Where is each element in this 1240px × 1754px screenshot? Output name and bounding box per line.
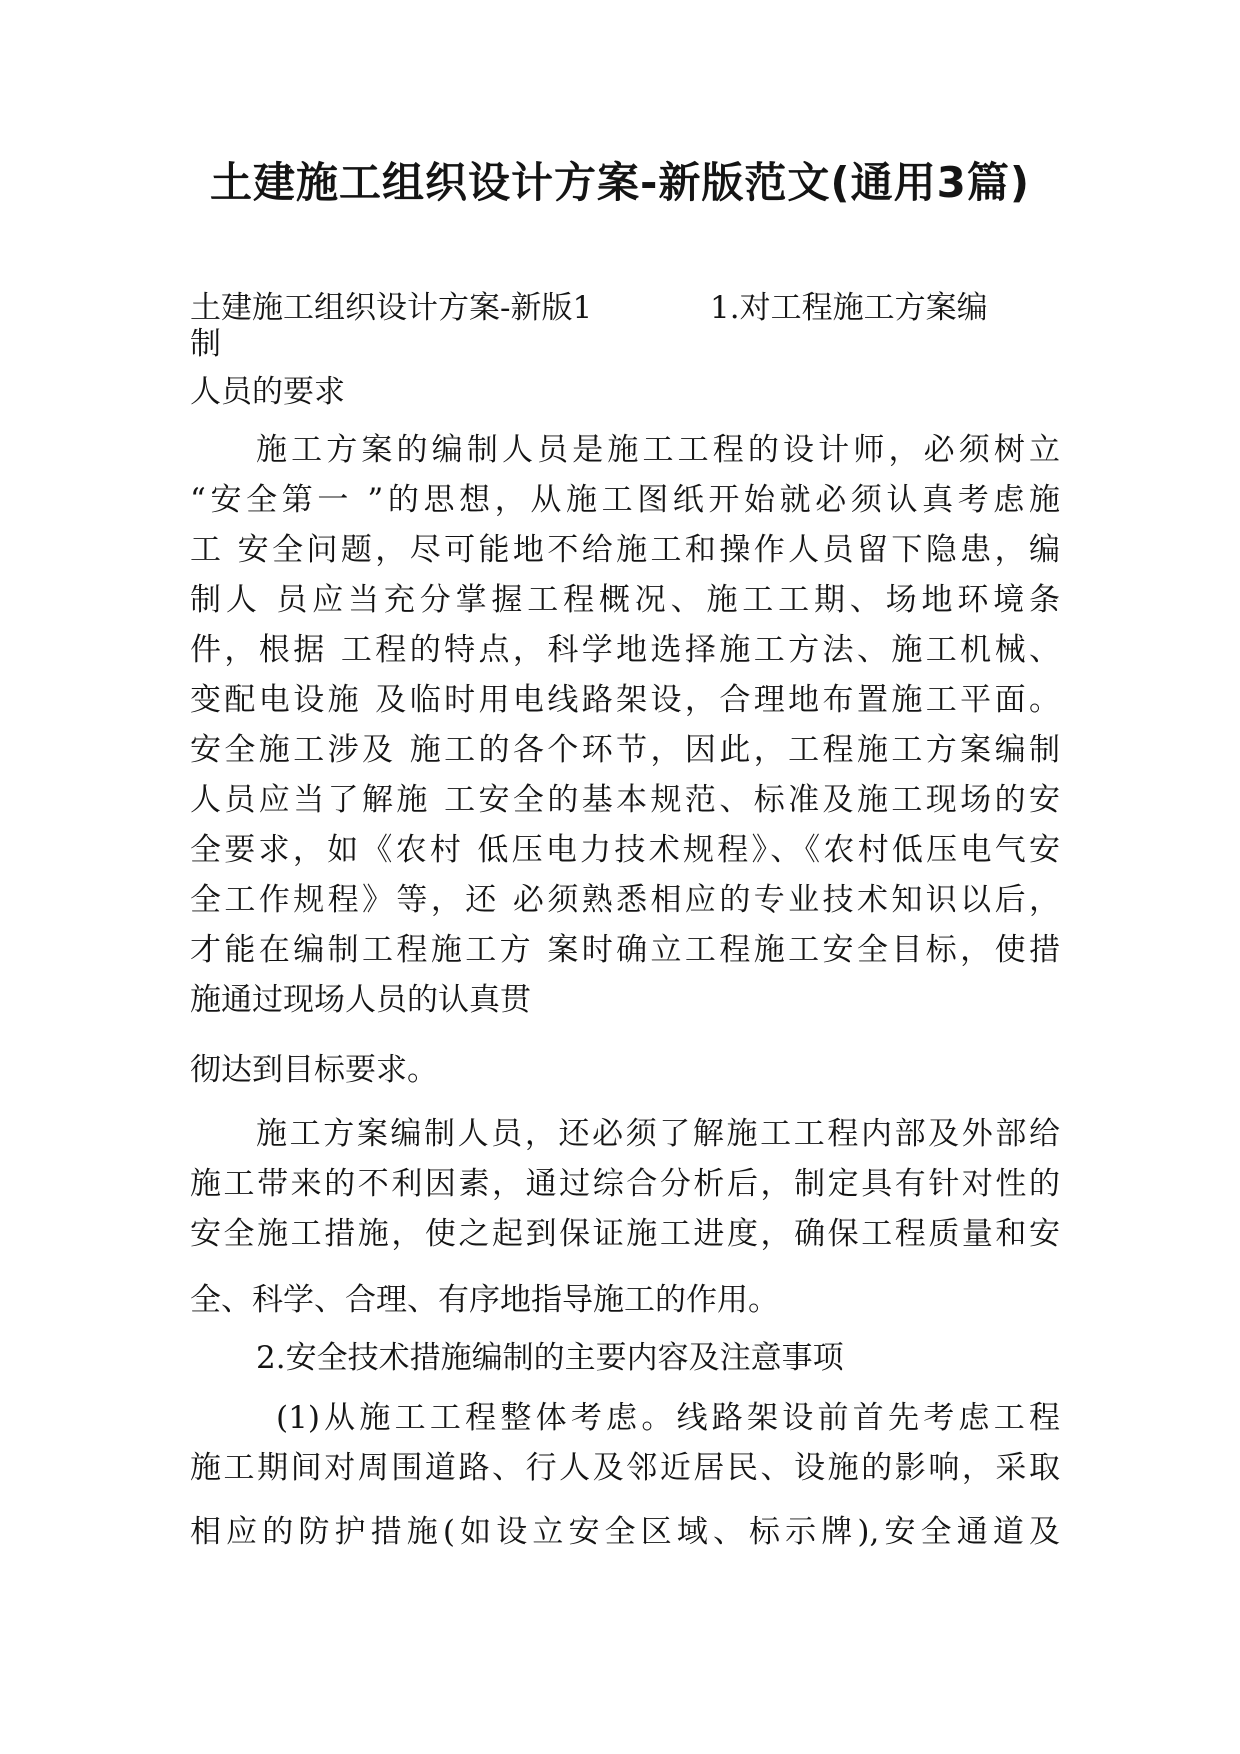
body-line: 人员的要求 xyxy=(190,374,345,410)
body-line: 才能在编制工程施工方 案时确立工程施工安全目标，使措 xyxy=(190,932,1060,968)
body-line: 相应的防护措施(如设立安全区域、标示牌),安全通道及 xyxy=(190,1514,1060,1550)
body-line: 全要求，如《农村 低压电力技术规程》、《农村低压电气安 xyxy=(190,832,1060,868)
body-line: 全工作规程》等，还 必须熟悉相应的专业技术知识以后， xyxy=(190,882,1060,918)
subheading-continuation: 制 xyxy=(190,326,221,362)
body-line: 彻达到目标要求。 xyxy=(190,1052,438,1088)
subheading-left: 土建施工组织设计方案-新版1 xyxy=(190,290,593,326)
body-line: 施工方案编制人员，还必须了解施工工程内部及外部给 xyxy=(256,1116,1060,1152)
body-line: 安全施工措施，使之起到保证施工进度，确保工程质量和安 xyxy=(190,1216,1060,1252)
body-line: 人员应当了解施 工安全的基本规范、标准及施工现场的安 xyxy=(190,782,1060,818)
body-line: 施工带来的不利因素，通过综合分析后，制定具有针对性的 xyxy=(190,1166,1060,1202)
body-line: 施工方案的编制人员是施工工程的设计师，必须树立 xyxy=(256,432,1060,468)
body-line: 施通过现场人员的认真贯 xyxy=(190,982,531,1018)
body-line: 件，根据 工程的特点，科学地选择施工方法、施工机械、 xyxy=(190,632,1060,668)
subheading-right: 1.对工程施工方案编 xyxy=(710,290,988,326)
body-line: 工 安全问题，尽可能地不给施工和操作人员留下隐患，编 xyxy=(190,532,1060,568)
body-line: 全、科学、合理、有序地指导施工的作用。 xyxy=(190,1282,779,1318)
body-line: (1)从施工工程整体考虑。线路架设前首先考虑工程 xyxy=(276,1400,1060,1436)
body-line: 安全施工涉及 施工的各个环节，因此，工程施工方案编制 xyxy=(190,732,1060,768)
document-title: 土建施工组织设计方案-新版范文(通用3篇) xyxy=(209,158,1031,207)
body-line: 施工期间对周围道路、行人及邻近居民、设施的影响，采取 xyxy=(190,1450,1060,1486)
section-heading: 2.安全技术措施编制的主要内容及注意事项 xyxy=(256,1340,844,1376)
body-line: “安全第一 ”的思想，从施工图纸开始就必须认真考虑施 xyxy=(190,482,1060,518)
body-line: 制人 员应当充分掌握工程概况、施工工期、场地环境条 xyxy=(190,582,1060,618)
body-line: 变配电设施 及临时用电线路架设，合理地布置施工平面。 xyxy=(190,682,1060,718)
